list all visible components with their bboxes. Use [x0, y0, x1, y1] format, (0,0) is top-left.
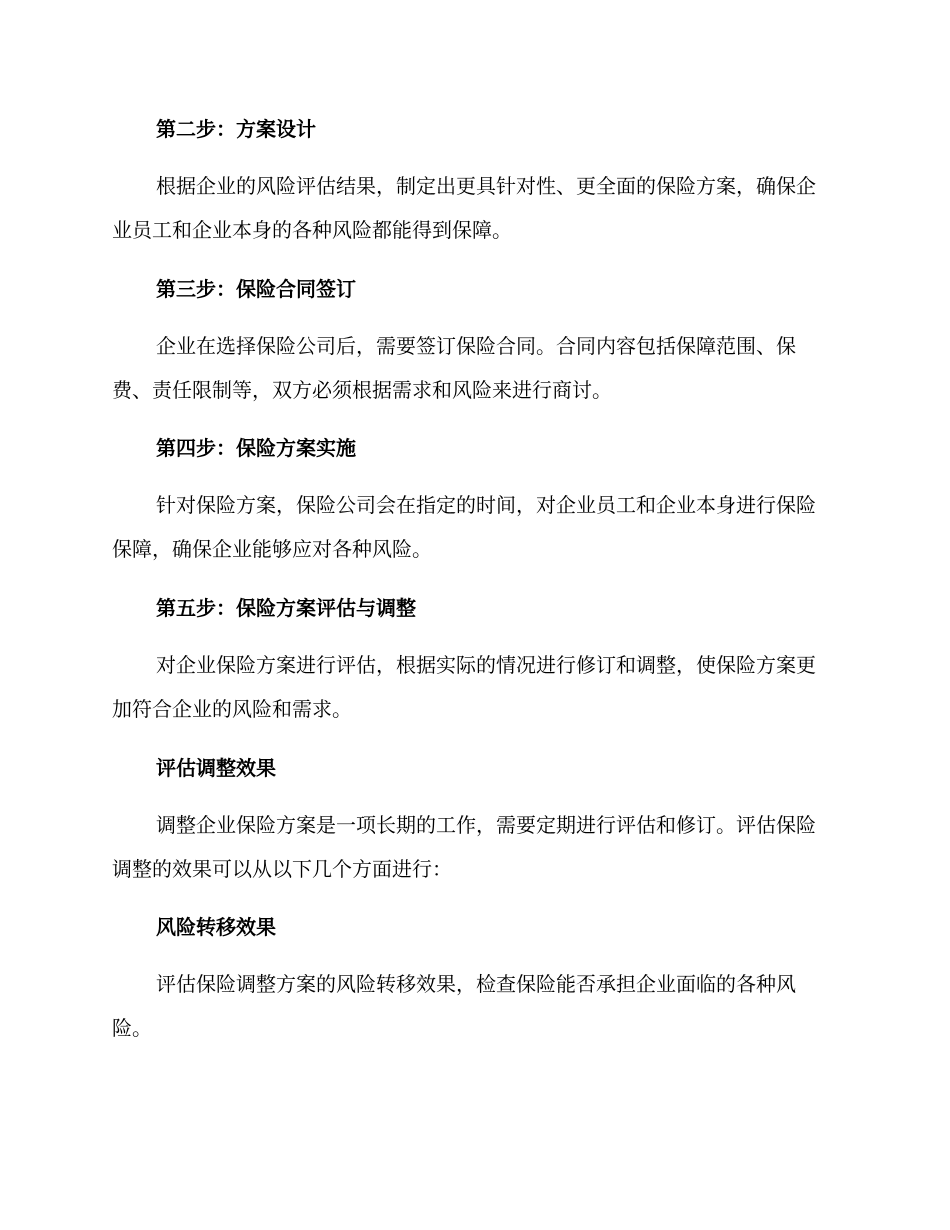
- section-heading-step-3: 第三步：保险合同签订: [156, 277, 356, 301]
- section-body-step-5: 对企业保险方案进行评估，根据实际的情况进行修订和调整，使保险方案更加符合企业的风险和需求。: [112, 653, 816, 721]
- section-heading-evaluate-effect: 评估调整效果: [156, 756, 276, 780]
- section-body-step-4: 针对保险方案，保险公司会在指定的时间，对企业员工和企业本身进行保险保障，确保企业能够应对各种风险。: [112, 493, 816, 561]
- section-heading-step-4: 第四步：保险方案实施: [156, 436, 356, 460]
- section-heading-step-2: 第二步：方案设计: [156, 117, 316, 141]
- section-heading-risk-transfer: 风险转移效果: [156, 915, 276, 939]
- section-body-risk-transfer: 评估保险调整方案的风险转移效果，检查保险能否承担企业面临的各种风险。: [112, 972, 796, 1040]
- section-heading-step-5: 第五步：保险方案评估与调整: [156, 596, 416, 620]
- section-body-step-3: 企业在选择保险公司后，需要签订保险合同。合同内容包括保障范围、保费、责任限制等，双方必须根据需求和风险来进行商讨。: [112, 334, 796, 402]
- section-body-evaluate-effect: 调整企业保险方案是一项长期的工作，需要定期进行评估和修订。评估保险调整的效果可以从以下几个方面进行：: [112, 813, 816, 881]
- section-body-step-2: 根据企业的风险评估结果，制定出更具针对性、更全面的保险方案，确保企业员工和企业本身的各种风险都能得到保障。: [112, 174, 816, 242]
